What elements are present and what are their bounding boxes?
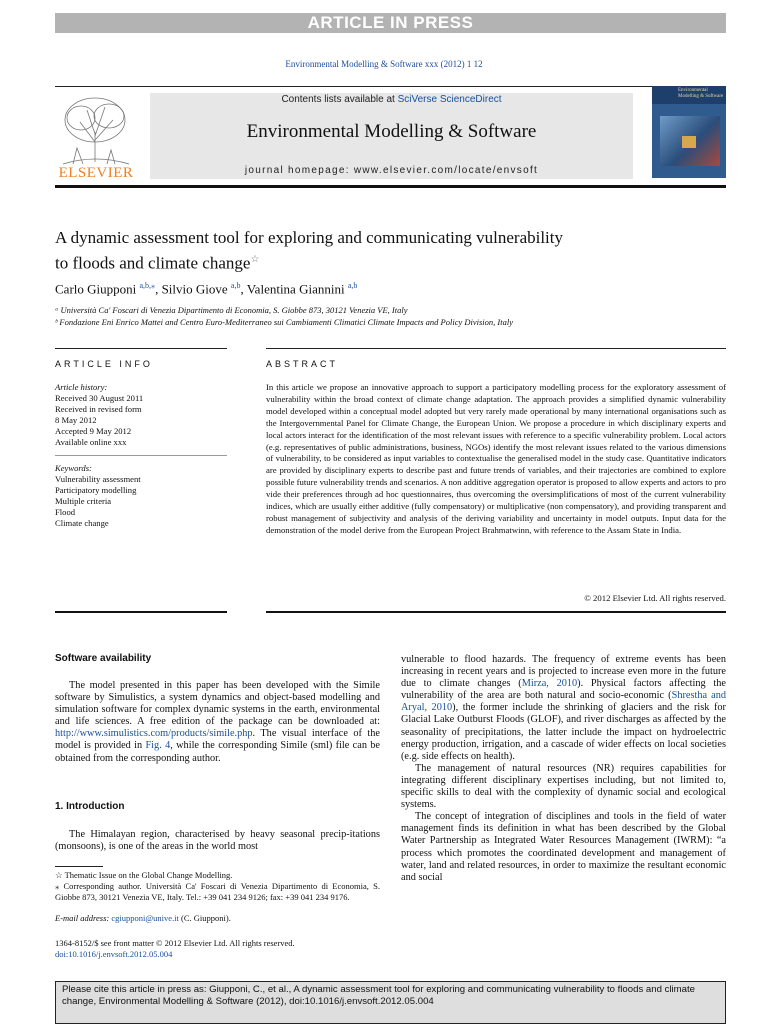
- info-bottom-rule: [55, 611, 227, 613]
- footnote-2: ⁎ Corresponding author. Università Ca' Foscari di Venezia Dipartimento di Economia, S. Giobbe 873, 30121 Venezia VE, Italy. Tel.: +39 041 234 9126; fax: +39 041 234 9176.: [55, 881, 380, 902]
- cover-title-1: Environmental: [678, 88, 708, 93]
- email-link[interactable]: cgiupponi@unive.it: [111, 913, 179, 923]
- journal-citation-line[interactable]: Environmental Modelling & Software xxx (2012) 1 12: [285, 59, 483, 69]
- article-title: A dynamic assessment tool for exploring and communicating vulnerability to floods and climate change☆: [55, 228, 564, 273]
- article-history: Article history: Received 30 August 2011 Received in revised form 8 May 2012 Accepted 9 May 2012 Available online xxx: [55, 382, 144, 447]
- cite-this-article-box: Please cite this article in press as: Giupponi, C., et al., A dynamic assessment tool for exploring and communicating vulnerability to floods and climate change, Environmental Modelling & Software (2012), doi:10.1016/j.envsoft.2012.05.004: [55, 981, 726, 1024]
- introduction-heading: 1. Introduction: [55, 801, 125, 812]
- article-info-heading: ARTICLE INFO: [55, 359, 153, 369]
- abstract-rule: [266, 348, 726, 349]
- right-column-text: vulnerable to flood hazards. The frequency of extreme events has been increasing in recent years and is projected to increase even more in the future due to climate changes (Mirza, 2010). Physical factors affecting the vulnerability of the area are both natural and socio-economic (Shrestha and Aryal, 2010), the former include the shrinking of glaciers and the risk for Glacial Lake Outburst Floods (GLOF), and river discharges as affected by the seasonality of precipitations, the latter include the impact on hydroelectric energy production, irrigation, and a cascade of wider effects on local societies (e.g. side effects on health). The management of natural resources (NR) requires capabilities for integrating different disciplinary expertises including, but not limited to, specific skills to deal with the complexity of dynamic social and ecological systems. The concept of integration of disciplines and tools in the field of water management finds its definition in what has been described by the Global Water Partnership as Integrated Water Resources Management (IWRM): “a process which promotes the coordinated development and management of water, land and related resources, in order to maximize the resultant economic and social: [401, 654, 727, 883]
- doi-line: [55, 949, 172, 960]
- abstract-bottom-rule: [266, 611, 726, 613]
- software-paragraph: The model presented in this paper has been developed with the Simile software by Simulistics, a system dynamics and object-based modelling and simulation software for complex dynamic systems in the earth, environmental and life sciences. A free edition of the package can be downloaded at: http://www.simulistics.com/products/simile.php. The visual interface of the model is provided in Fig. 4, while the corresponding Simile (sml) file can be obtained from the corresponding author.: [55, 680, 380, 764]
- journal-homepage[interactable]: journal homepage: www.elsevier.com/locate/envsoft: [244, 165, 539, 176]
- journal-masthead: [150, 93, 633, 179]
- footnote-rule: [55, 866, 103, 867]
- fig4-link[interactable]: Fig. 4: [145, 740, 171, 752]
- journal-cover-image: [652, 86, 726, 178]
- title-note-mark[interactable]: ☆: [250, 254, 260, 265]
- masthead-rule: [55, 185, 726, 188]
- footnote-email: E-mail address: cgiupponi@unive.it (C. Giupponi).: [55, 913, 231, 923]
- ref-mirza-link[interactable]: Mirza, 2010: [521, 678, 578, 690]
- abstract-copyright: © 2012 Elsevier Ltd. All rights reserved.: [584, 593, 726, 603]
- ref-shrestha-link[interactable]: Shrestha and Aryal, 2010: [401, 690, 727, 714]
- info-rule: [55, 348, 227, 349]
- issn-line: 1364-8152/$ see front matter © 2012 Elsevier Ltd. All rights reserved.: [55, 938, 295, 948]
- intro-paragraph: The Himalayan region, characterised by heavy seasonal precip-itations (monsoons), is one of the areas in the world most: [55, 829, 380, 853]
- doi-link[interactable]: doi:10.1016/j.envsoft.2012.05.004: [55, 949, 173, 959]
- footnote-1: ☆ Thematic Issue on the Global Change Modelling.: [55, 870, 233, 880]
- abstract-heading: ABSTRACT: [266, 359, 339, 369]
- journal-title: Environmental Modelling & Software: [246, 121, 537, 142]
- elsevier-wordmark: ELSEVIER: [58, 165, 134, 181]
- simile-link[interactable]: http://www.simulistics.com/products/simile.php: [55, 728, 253, 740]
- author-list: Carlo Giupponi $^{a,b,⁎}$, Silvio Giove $^{a,b}$, Valentina Giannini $^{a,b}$: [55, 281, 358, 297]
- cover-title-2: Modelling & Software: [678, 94, 724, 99]
- contents-line: Contents lists available at SciVerse ScienceDirect: [281, 94, 502, 105]
- keywords: Keywords: Vulnerability assessment Participatory modelling Multiple criteria Flood Climate change: [55, 463, 141, 528]
- info-divider: [55, 455, 227, 456]
- affiliation-a: ᵃ Università Ca' Foscari di Venezia Dipartimento di Economia, S. Giobbe 873, 30121 Venezia VE, Italy: [55, 305, 408, 315]
- software-availability-heading: Software availability: [55, 653, 152, 664]
- affiliation-b: ᵇ Fondazione Eni Enrico Mattei and Centro Euro-Mediterraneo sui Cambiamenti Climatici Climate Impacts and Policy Division, Italy: [55, 317, 513, 327]
- abstract-text: In this article we propose an innovative approach to support a participatory modelling process for the exploratory assessment of vulnerability within the broad context of climate change adaptation. The approach provides a simplified dynamic vulnerability model developed within a conceptual model adopted but very rarely made operational by many international organisations such as the Intergovernmental Panel for Climate Change, the European Union. We propose a procedure in which disciplinary experts and local actors interact for the identification of the most relevant issues with reference to a specific vulnerability problem. Local actors (e.g. representatives of public administrations, business, NGOs) identify the most relevant issues related to the various dimensions of vulnerability, to be considered as input variables to contextualise the generalised model in the study case. Quantitative indicators are provided by disciplinary experts to describe past and future trends of variables, and their trajectories are combined to explore possible future vulnerability trends and scenarios. A non additive aggregation operator is proposed to allow experts and actors to pro vide their preferences through ad hoc questionnaires, thus overcoming the oversimplifications of most of the current vulnerability indices, which are usually either additive (fully compensatory) or multiplicative (non compensatory), and providing transparent and robust management of subjectivity and analysis of the deriving variability and uncertainty in model outputs. Input data for the demonstration of the model derive from the European Project Brahmatwinn, with reference to the Assam State in India.: [266, 382, 726, 535]
- sciencedirect-link[interactable]: SciVerse ScienceDirect: [397, 94, 502, 105]
- article-in-press-banner: ARTICLE IN PRESS: [55, 13, 726, 33]
- header-rule: [55, 86, 726, 87]
